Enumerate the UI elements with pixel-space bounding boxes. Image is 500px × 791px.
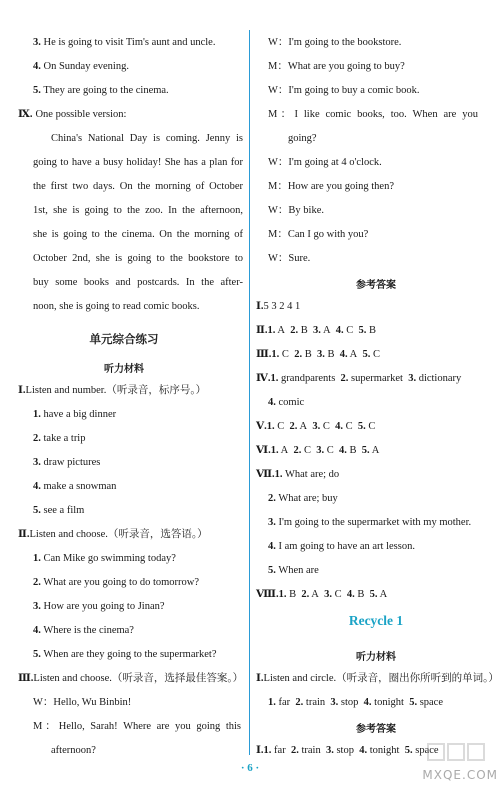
dialogue-line: afternoon? (51, 745, 96, 756)
dialogue-line: M：I like comic books, too. When are you (268, 109, 478, 120)
answer-row-2: Ⅱ.1. A 2. B 3. A 4. C 5. B (256, 325, 377, 336)
part1-heading: Ⅰ.Listen and number.（听录音，标序号。） (18, 385, 207, 396)
essay-line-1: China's National Day is coming. Jenny is (51, 133, 243, 144)
dialogue-line: W：Sure. (268, 253, 311, 264)
unit-review-title: 单元综合练习 (89, 332, 159, 346)
answers-title: 参考答案 (356, 280, 396, 291)
answer-row-7: Ⅶ.1. What are; do (256, 469, 340, 480)
answer-row-4: Ⅳ.1. grandparents 2. supermarket 3. dictionary (256, 373, 462, 384)
answer-row-1: Ⅰ.5 3 2 4 1 (256, 301, 301, 312)
answer-row-7-item: 4. I am going to have an art lesson. (268, 541, 415, 552)
part2-heading: Ⅱ.Listen and choose.（听录音，选答语。） (18, 529, 208, 540)
answer-row-6: Ⅵ.1. A 2. C 3. C 4. B 5. A (256, 445, 380, 456)
essay-line-8: noon, she is going to read comic books. (33, 301, 200, 312)
part2-item-5: 5. When are they going to the supermarket? (33, 649, 217, 660)
part1-item-2: 2. take a trip (33, 433, 86, 444)
part2-item-3: 3. How are you going to Jinan? (33, 601, 165, 612)
dialogue-line: W：I'm going to buy a comic book. (268, 85, 420, 96)
answer-line-5: 5. They are going to the cinema. (33, 85, 169, 96)
recycle-listening-title: 听力材料 (356, 652, 396, 663)
essay-line-6: October 2nd, she is going to the bookstore to (33, 253, 243, 264)
dialogue-line: M：Hello, Sarah! Where are you going this (33, 721, 241, 732)
section-ix-heading: Ⅸ. One possible version: (18, 109, 127, 120)
recycle-answers-title: 参考答案 (356, 724, 396, 735)
essay-line-4: 1st, she is going to the zoo. In the afternoon, (33, 205, 243, 216)
dialogue-line: W：I'm going at 4 o'clock. (268, 157, 382, 168)
dialogue-line: W：By bike. (268, 205, 325, 216)
dialogue-line: W：I'm going to the bookstore. (268, 37, 402, 48)
answer-row-4-cont: 4. comic (268, 397, 305, 408)
part2-item-4: 4. Where is the cinema? (33, 625, 134, 636)
recycle-title: Recycle 1 (348, 613, 404, 628)
part2-item-1: 1. Can Mike go swimming today? (33, 553, 176, 564)
listening-material-title: 听力材料 (104, 364, 144, 375)
answer-line-3: 3. He is going to visit Tim's aunt and uncle. (33, 37, 216, 48)
essay-line-3: the first two days. On the morning of October (33, 181, 243, 192)
essay-line-5: she is going to the cinema. On the morning of (33, 229, 243, 240)
answer-row-8: Ⅷ.1. B 2. A 3. C 4. B 5. A (256, 589, 388, 600)
answer-row-5: Ⅴ.1. C 2. A 3. C 4. C 5. C (256, 421, 376, 432)
answer-row-3: Ⅲ.1. C 2. B 3. B 4. A 5. C (256, 349, 380, 360)
watermark-text: MXQE.COM (422, 768, 498, 782)
dialogue-line: W：Hello, Wu Binbin! (33, 697, 132, 708)
column-divider (249, 30, 250, 755)
recycle-part1-items: 1. far 2. train 3. stop 4. tonight 5. space (268, 697, 444, 708)
dialogue-line: M：Can I go with you? (268, 229, 369, 240)
part1-item-4: 4. make a snowman (33, 481, 117, 492)
part1-item-5: 5. see a film (33, 505, 85, 516)
dialogue-line: M：How are you going then? (268, 181, 394, 192)
recycle-answer-row: Ⅰ.1. far 2. train 3. stop 4. tonight 5. space (256, 745, 439, 756)
answer-line-4: 4. On Sunday evening. (33, 61, 129, 72)
answer-row-7-item: 3. I'm going to the supermarket with my mother. (268, 517, 472, 528)
dialogue-line: going? (288, 133, 317, 144)
page-number: · 6 · (240, 762, 260, 774)
answer-row-7-item: 2. What are; buy (268, 493, 338, 504)
recycle-part1-heading: Ⅰ.Listen and circle.（听录音，圈出你所听到的单词。） (256, 673, 499, 684)
part1-item-1: 1. have a big dinner (33, 409, 117, 420)
part3-heading: Ⅲ.Listen and choose.（听录音，选择最佳答案。） (18, 673, 244, 684)
essay-line-7: buy some books and postcards. In the after- (33, 277, 243, 288)
essay-line-2: going to have a busy holiday! She has a plan for (33, 157, 243, 168)
answer-row-7-item: 5. When are (268, 565, 319, 576)
part2-item-2: 2. What are you going to do tomorrow? (33, 577, 200, 588)
dialogue-line: M：What are you going to buy? (268, 61, 405, 72)
part1-item-3: 3. draw pictures (33, 457, 101, 468)
